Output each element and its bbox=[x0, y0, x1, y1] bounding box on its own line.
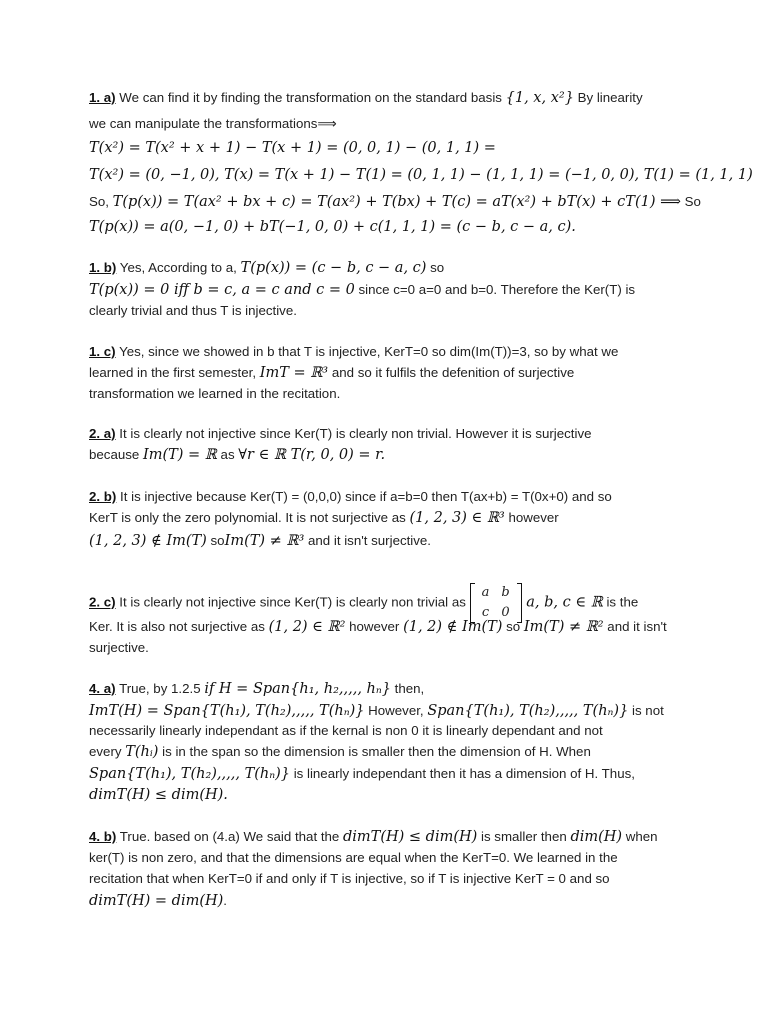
body-text: and it isn't bbox=[603, 619, 667, 634]
body-text: so bbox=[426, 260, 445, 275]
text-line bbox=[89, 742, 748, 762]
text-line bbox=[89, 192, 748, 212]
math-expression: if H = Span{h₁, h₂,,,,, hₙ} bbox=[204, 681, 391, 697]
body-text: since c=0 a=0 and b=0. Therefore the Ker(T) is bbox=[354, 282, 636, 297]
text-line bbox=[89, 827, 748, 847]
text-line bbox=[89, 764, 748, 784]
text-line bbox=[89, 679, 748, 699]
text-line bbox=[89, 138, 748, 158]
text-line bbox=[89, 848, 748, 868]
body-text: It is clearly not injective since Ker(T) is clearly non trivial. However it is surjective bbox=[115, 426, 592, 441]
text-line bbox=[89, 88, 748, 108]
math-expression: (1, 2, 3) ∈ ℝ³ bbox=[409, 510, 505, 526]
math-expression: T(p(x)) = T(ax² + bx + c) = T(ax²) + T(bx) + T(c) = aT(x²) + bT(x) + cT(1) ⟹ bbox=[112, 194, 681, 210]
body-text: as bbox=[216, 447, 239, 462]
math-expression: Span{T(h₁), T(h₂),,,,, T(hₙ)} bbox=[89, 766, 290, 782]
text-line bbox=[89, 869, 748, 889]
body-text: We can find it by finding the transformation on the standard basis bbox=[115, 90, 506, 105]
body-text: However, bbox=[364, 703, 428, 718]
question-label: 4. b) bbox=[89, 829, 117, 844]
text-line bbox=[89, 280, 748, 300]
matrix-cell: b bbox=[501, 585, 510, 600]
math-expression: T(hᵢ) bbox=[125, 744, 159, 760]
body-text: every bbox=[89, 744, 126, 759]
math-expression: {1, x, x²} bbox=[505, 90, 574, 106]
body-text: learned in the first semester, bbox=[89, 365, 260, 380]
text-line bbox=[89, 165, 753, 185]
question-label: 1. b) bbox=[89, 260, 117, 275]
body-text: transformation we learned in the recitation. bbox=[89, 386, 341, 401]
math-expression: (1, 2) ∉ Im(T) bbox=[403, 619, 503, 635]
math-expression: T(x²) = (0, −1, 0), T(x) = T(x + 1) − T(1) = (0, 1, 1) − (1, 1, 1) = (−1, 0, 0), T(1) = (1, 1, 1) bbox=[89, 167, 753, 183]
text-line bbox=[89, 638, 748, 658]
math-expression: dimT(H) ≤ dim(H) bbox=[343, 829, 478, 845]
body-text: necessarily linearly independant as if the kernal is non 0 it is linearly dependant and not bbox=[89, 723, 603, 738]
math-expression: ImT(H) = Span{T(h₁), T(h₂),,,,, T(hₙ)} bbox=[89, 703, 365, 719]
matrix-cell: 0 bbox=[501, 605, 510, 620]
text-line bbox=[89, 342, 748, 362]
text-line bbox=[89, 384, 748, 404]
math-expression: dim(H) bbox=[570, 829, 623, 845]
math-expression: a, b, c ∈ ℝ bbox=[521, 594, 603, 611]
body-text: we can manipulate the transformations⟹ bbox=[89, 116, 337, 131]
math-expression: Span{T(h₁), T(h₂),,,,, T(hₙ)} bbox=[427, 703, 629, 719]
question-label: 1. a) bbox=[89, 90, 116, 105]
text-line bbox=[89, 617, 748, 637]
body-text: is not bbox=[628, 703, 664, 718]
question-label: 2. a) bbox=[89, 426, 116, 441]
math-expression: dimT(H) = dim(H) bbox=[89, 893, 224, 909]
matrix-cell: a bbox=[481, 585, 490, 600]
body-text: recitation that when KerT=0 if and only if T is injective, so if T is injective KerT = 0 and so bbox=[89, 871, 610, 886]
math-expression: T(x²) = T(x² + x + 1) − T(x + 1) = (0, 0, 1) − (0, 1, 1) = bbox=[89, 140, 496, 156]
body-text: True, by 1.2.5 bbox=[115, 681, 205, 696]
question-label: 4. a) bbox=[89, 681, 116, 696]
text-line bbox=[89, 701, 748, 721]
body-text: True. based on (4.a) We said that the bbox=[116, 829, 344, 844]
text-line bbox=[89, 114, 748, 134]
body-text: It is injective because Ker(T) = (0,0,0) since if a=b=0 then T(ax+b) = T(0x+0) and so bbox=[116, 489, 612, 504]
body-text: is the bbox=[602, 594, 639, 610]
body-text: ker(T) is non zero, and that the dimensions are equal when the KerT=0. We learned in the bbox=[89, 850, 618, 865]
text-line bbox=[89, 217, 748, 237]
body-text: so bbox=[502, 619, 524, 634]
matrix-cell: c bbox=[481, 605, 490, 620]
text-line bbox=[89, 531, 748, 551]
body-text: Yes, since we showed in b that T is injective, KerT=0 so dim(Im(T))=3, so by what we bbox=[115, 344, 619, 359]
text-line bbox=[89, 301, 748, 321]
text-line bbox=[89, 508, 748, 528]
math-expression: Im(T) = ℝ bbox=[142, 447, 217, 463]
text-line bbox=[89, 785, 748, 805]
math-expression: ImT = ℝ³ bbox=[259, 365, 329, 381]
text-line bbox=[89, 891, 748, 911]
body-text: is smaller then bbox=[477, 829, 571, 844]
body-text: surjective. bbox=[89, 640, 149, 655]
body-text: when bbox=[622, 829, 658, 844]
math-expression: T(p(x)) = 0 iff b = c, a = c and c = 0 bbox=[89, 282, 355, 298]
text-line bbox=[89, 363, 748, 383]
text-line bbox=[89, 487, 748, 507]
math-expression: T(p(x)) = a(0, −1, 0) + bT(−1, 0, 0) + c(1, 1, 1) = (c − b, c − a, c). bbox=[89, 219, 576, 235]
math-expression: dimT(H) ≤ dim(H). bbox=[89, 787, 228, 803]
body-text: is in the span so the dimension is smaller then the dimension of H. When bbox=[158, 744, 591, 759]
body-text: then, bbox=[390, 681, 425, 696]
body-text: It is clearly not injective since Ker(T) is clearly non trivial as bbox=[115, 594, 470, 610]
body-text: clearly trivial and thus T is injective. bbox=[89, 303, 297, 318]
text-line bbox=[89, 721, 748, 741]
math-expression: Im(T) ≠ ℝ³ bbox=[224, 533, 305, 549]
body-text: Yes, According to a, bbox=[116, 260, 241, 275]
math-expression: ∀r ∈ ℝ T(r, 0, 0) = r. bbox=[238, 447, 386, 463]
body-text: and so it fulfils the defenition of surjective bbox=[328, 365, 575, 380]
math-expression: (1, 2, 3) ∉ Im(T) bbox=[89, 533, 207, 549]
body-text: so bbox=[206, 533, 225, 548]
text-line bbox=[89, 258, 748, 278]
body-text: So bbox=[680, 194, 701, 209]
body-text: however bbox=[345, 619, 404, 634]
body-text: So, bbox=[89, 194, 113, 209]
body-text: By linearity bbox=[573, 90, 643, 105]
math-expression: Im(T) ≠ ℝ² bbox=[523, 619, 604, 635]
question-label: 2. c) bbox=[89, 594, 116, 610]
body-text: however bbox=[504, 510, 559, 525]
question-label: 1. c) bbox=[89, 344, 116, 359]
question-label: 2. b) bbox=[89, 489, 117, 504]
body-text: because bbox=[89, 447, 143, 462]
text-line bbox=[89, 445, 748, 465]
body-text: is linearly independant then it has a dimension of H. Thus, bbox=[290, 766, 635, 781]
body-text: and it isn't surjective. bbox=[304, 533, 431, 548]
body-text: KerT is only the zero polynomial. It is not surjective as bbox=[89, 510, 410, 525]
body-text: . bbox=[223, 893, 227, 908]
math-expression: (1, 2) ∈ ℝ² bbox=[268, 619, 346, 635]
math-expression: T(p(x)) = (c − b, c − a, c) bbox=[240, 260, 427, 276]
text-line bbox=[89, 424, 748, 444]
body-text: Ker. It is also not surjective as bbox=[89, 619, 269, 634]
